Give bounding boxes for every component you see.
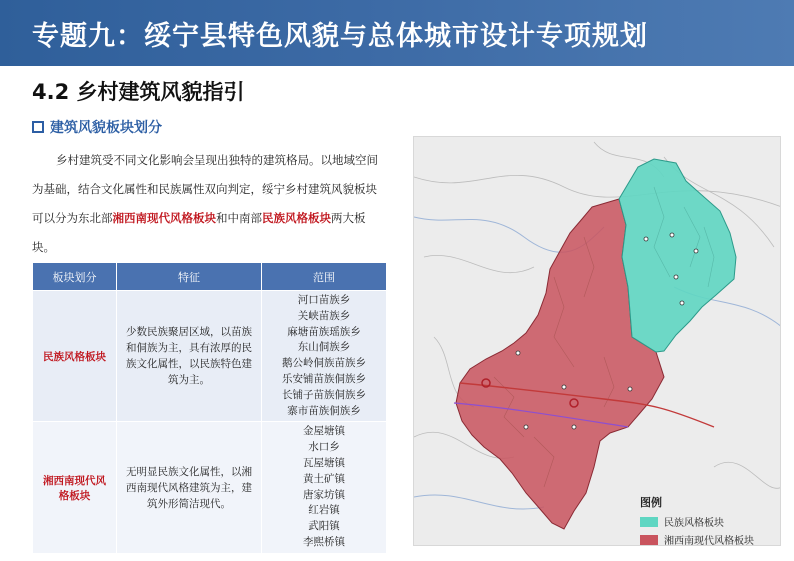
legend-label: 湘西南现代风格板块 xyxy=(664,536,754,547)
intro-highlight-ethnic: 民族风格板块 xyxy=(262,211,331,225)
range-item: 鹅公岭侗族苗族乡 xyxy=(282,357,366,370)
range-item: 河口苗族乡 xyxy=(297,294,351,306)
page-header-title: 专题九：绥宁县特色风貌与总体城市设计专项规划 xyxy=(32,21,648,52)
range-item: 麻塘苗族瑶族乡 xyxy=(287,325,361,338)
table-header-cell: 板块划分 xyxy=(33,263,117,291)
range-item: 关峡苗族乡 xyxy=(297,309,351,322)
intro-text-2: 和中南部 xyxy=(216,211,262,225)
zone-feature-cell: 少数民族聚居区域，以苗族和侗族为主，具有浓厚的民族文化属性，以民族特色建筑为主。 xyxy=(117,291,262,422)
range-item: 武阳镇 xyxy=(308,520,340,533)
table-header-cell: 特征 xyxy=(117,263,262,291)
zone-name-cell: 湘西南现代风格板块 xyxy=(33,422,117,553)
table-header-row xyxy=(33,263,387,291)
intro-paragraph xyxy=(32,146,388,262)
legend-label: 民族风格板块 xyxy=(664,518,724,529)
legend-title: 图例 xyxy=(640,496,662,509)
zone-feature-cell: 无明显民族文化属性，以湘西南现代风格建筑为主，建筑外形简洁现代。 xyxy=(117,422,262,553)
zone-table xyxy=(32,262,387,554)
intro-text-1: 乡村建筑受不同文化影响会呈现出独特的建筑格局。以地域空间为基础，结合文化属性和民族属性双向判定，绥宁乡村建筑风貌板块可以分为东北部 xyxy=(32,153,378,225)
map-canvas xyxy=(414,137,781,546)
subsection-title: 建筑风貌板块划分 xyxy=(50,120,162,136)
range-item: 乐安铺苗族侗族乡 xyxy=(282,372,366,385)
range-item: 唐家坊镇 xyxy=(303,488,345,501)
checkbox-square-icon xyxy=(32,121,44,133)
ethnic-style-zone xyxy=(619,159,736,352)
legend-swatch-modern xyxy=(640,535,658,545)
table-row xyxy=(33,291,387,422)
intro-highlight-modern: 湘西南现代风格板块 xyxy=(112,211,216,225)
intro-text-3: 两大板块。 xyxy=(32,211,366,254)
map-legend xyxy=(640,494,754,550)
subsection-heading xyxy=(32,117,162,137)
range-item: 东山侗族乡 xyxy=(297,341,351,354)
county-zone-map xyxy=(413,136,781,546)
zone-range-cell xyxy=(262,291,387,422)
range-item: 寨市苗族侗族乡 xyxy=(287,404,361,417)
table-row xyxy=(33,422,387,553)
range-item: 长铺子苗族侗族乡 xyxy=(282,388,366,401)
range-item: 水口乡 xyxy=(308,441,340,454)
table-header-cell: 范围 xyxy=(262,263,387,291)
zone-range-cell xyxy=(262,422,387,553)
range-item: 李熙桥镇 xyxy=(303,535,345,548)
range-item: 黄土矿镇 xyxy=(303,472,345,485)
legend-item xyxy=(640,514,754,529)
section-title: 4.2 乡村建筑风貌指引 xyxy=(32,80,245,104)
legend-item xyxy=(640,532,754,547)
range-item: 金屋塘镇 xyxy=(303,425,345,438)
legend-swatch-ethnic xyxy=(640,517,658,527)
range-item: 瓦屋塘镇 xyxy=(303,456,345,469)
zone-name-cell: 民族风格板块 xyxy=(33,291,117,422)
range-item: 红岩镇 xyxy=(308,504,340,517)
header-bar xyxy=(0,0,794,66)
